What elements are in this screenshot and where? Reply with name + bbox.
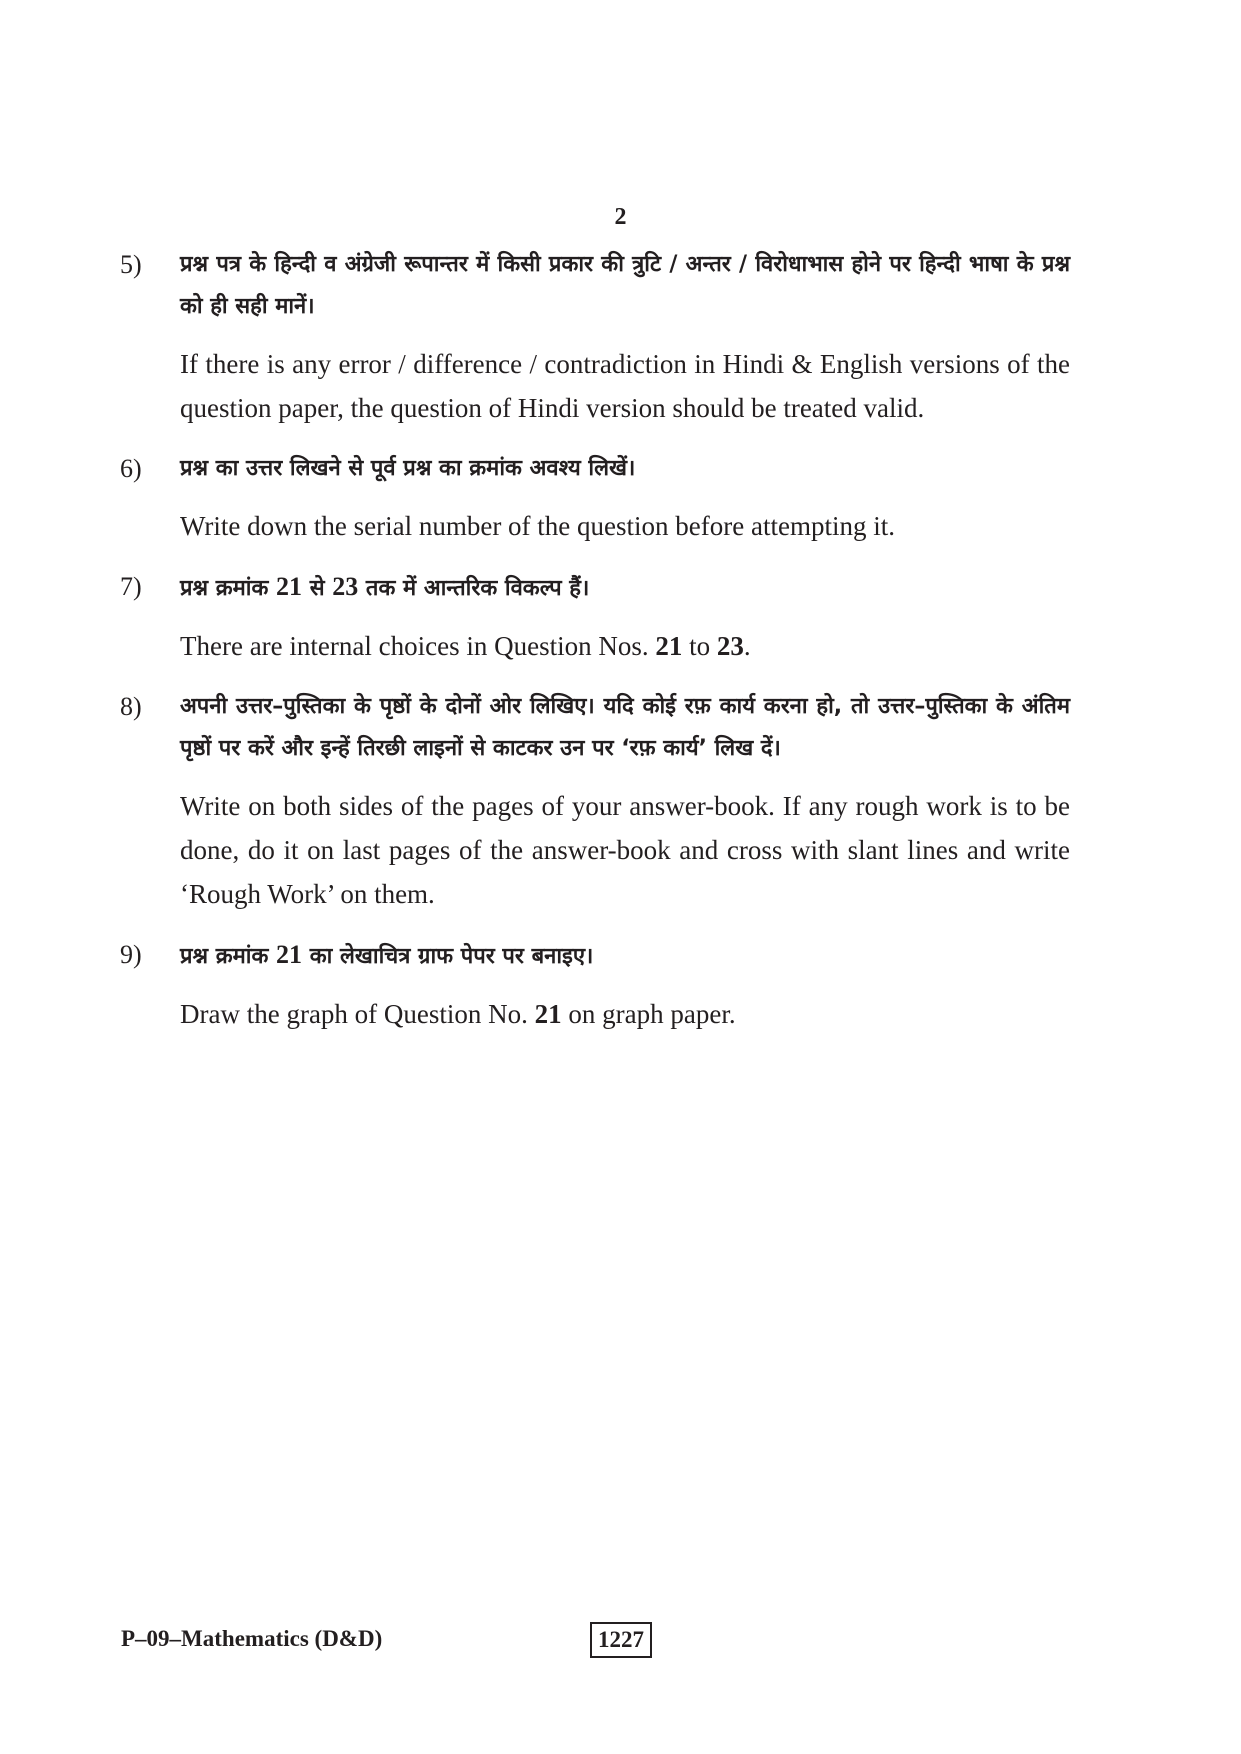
question-number: 23 — [332, 572, 359, 601]
instructions-list — [120, 244, 1070, 1054]
english-text-segment: on graph paper. — [561, 999, 736, 1029]
instruction-english-text — [180, 992, 1070, 1036]
question-number: 21 — [655, 631, 683, 661]
hindi-text-segment: प्रश्न क्रमांक — [180, 944, 277, 969]
instruction-hindi-text — [180, 566, 1070, 610]
instruction-english-text: If there is any error / difference / contradiction in Hindi & English versions of the question paper, the question of Hindi version should be treated valid. — [180, 349, 1070, 423]
hindi-text-segment: से — [302, 576, 333, 601]
instruction-item-6 — [120, 448, 1070, 548]
english-text-segment: . — [743, 631, 751, 661]
instruction-item-7 — [120, 566, 1070, 668]
instruction-english-text: Write down the serial number of the question before attempting it. — [180, 511, 895, 541]
instruction-number: 6) — [120, 454, 142, 483]
instruction-hindi-text: अपनी उत्तर–पुस्तिका के पृष्ठों के दोनों ओर लिखिए। यदि कोई रफ़ कार्य करना हो, तो उत्तर–पुस्तिका के अंतिम पृष्ठों पर करें और इन्हें तिरछी लाइनों से काटकर उन पर ‘रफ़ कार्य’ लिख दें। — [180, 694, 1070, 761]
instruction-english-text — [180, 624, 1070, 668]
english-text-segment: There are internal choices in Question Nos. — [180, 631, 656, 661]
instruction-english-text: Write on both sides of the pages of your answer-book. If any rough work is to be done, do it on last pages of the answer-book and cross with slant lines and write ‘Rough Work’ on them. — [180, 791, 1070, 909]
instruction-number: 5) — [120, 250, 142, 279]
question-number: 21 — [276, 940, 303, 969]
paper-number-box: 1227 — [590, 1622, 652, 1658]
instruction-hindi-text: प्रश्न पत्र के हिन्दी व अंग्रेजी रूपान्तर में किसी प्रकार की त्रुटि / अन्तर / विरोधाभास होने पर हिन्दी भाषा के प्रश्न को ही सही मानें। — [180, 252, 1070, 319]
question-number: 21 — [534, 999, 562, 1029]
instruction-hindi-text — [180, 934, 1070, 978]
instruction-item-9 — [120, 934, 1070, 1036]
hindi-text-segment: का लेखाचित्र ग्राफ पेपर पर बनाइए। — [302, 944, 594, 969]
hindi-text-segment: तक में आन्तरिक विकल्प हैं। — [358, 576, 590, 601]
paper-code: P–09–Mathematics (D&D) — [121, 1626, 383, 1651]
instruction-number: 8) — [120, 692, 142, 721]
english-text-segment: Draw the graph of Question No. — [180, 999, 535, 1029]
hindi-text-segment: प्रश्न क्रमांक — [180, 576, 277, 601]
instruction-item-5 — [120, 244, 1070, 430]
question-number: 23 — [716, 631, 744, 661]
page-number: 2 — [614, 204, 627, 230]
question-number: 21 — [276, 572, 303, 601]
instruction-number: 9) — [120, 940, 142, 969]
instruction-number: 7) — [120, 572, 142, 601]
instruction-item-8 — [120, 686, 1070, 916]
english-text-segment: to — [682, 631, 717, 661]
instruction-hindi-text: प्रश्न का उत्तर लिखने से पूर्व प्रश्न का क्रमांक अवश्य लिखें। — [180, 456, 636, 481]
